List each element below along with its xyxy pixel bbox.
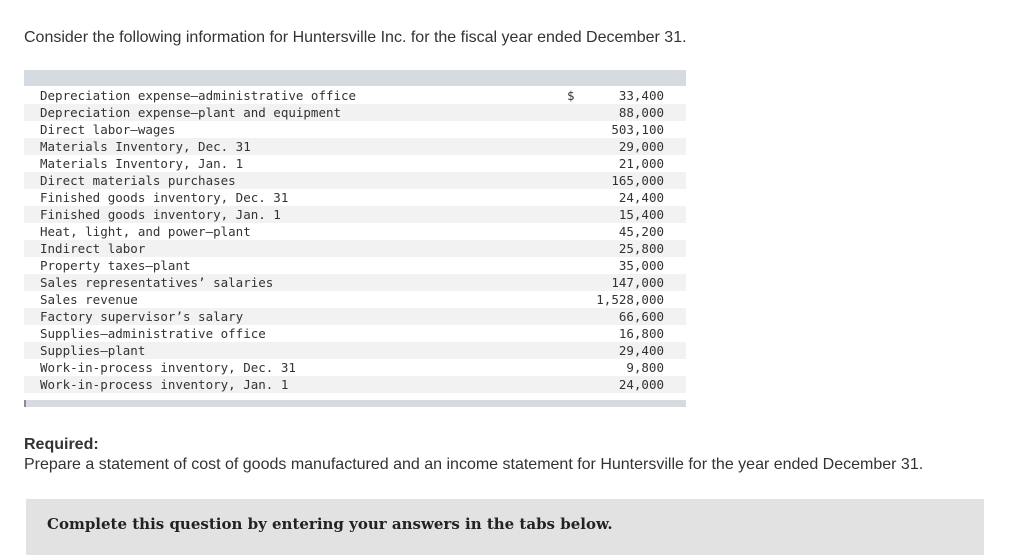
table-row	[24, 189, 686, 206]
row-amount: 24,400	[618, 190, 664, 205]
instruction-box	[26, 499, 984, 555]
row-label: Sales revenue	[40, 292, 138, 307]
row-label: Work-in-process inventory, Jan. 1	[40, 377, 289, 392]
question-intro: Consider the following information for Huntersville Inc. for the fiscal year ended December 31.	[24, 29, 687, 46]
table-row	[24, 359, 686, 376]
table-row	[24, 240, 686, 257]
table-row	[24, 308, 686, 325]
table-body	[24, 87, 686, 393]
instruction-text: Complete this question by entering your answers in the tabs below.	[47, 515, 613, 533]
row-amount: 66,600	[618, 309, 664, 324]
row-label: Depreciation expense—administrative office	[40, 88, 357, 103]
table-row	[24, 87, 686, 104]
table-row	[24, 121, 686, 138]
table-footer-bar	[24, 400, 686, 407]
currency-symbol: $	[567, 88, 575, 103]
row-amount: 88,000	[618, 105, 664, 120]
row-amount: 147,000	[611, 275, 664, 290]
row-amount: 33,400	[618, 88, 664, 103]
row-amount: 16,800	[618, 326, 664, 341]
row-label: Direct labor—wages	[40, 122, 176, 137]
row-label: Work-in-process inventory, Dec. 31	[40, 360, 296, 375]
table-row	[24, 291, 686, 308]
row-amount: 25,800	[618, 241, 664, 256]
table-row	[24, 274, 686, 291]
table-row	[24, 325, 686, 342]
table-row	[24, 376, 686, 393]
table-header-bar	[24, 70, 686, 86]
row-label: Supplies—administrative office	[40, 326, 266, 341]
row-label: Property taxes—plant	[40, 258, 191, 273]
row-amount: 29,000	[618, 139, 664, 154]
required-heading: Required:	[24, 436, 99, 453]
row-label: Supplies—plant	[40, 343, 146, 358]
row-label: Finished goods inventory, Jan. 1	[40, 207, 281, 222]
required-text: Prepare a statement of cost of goods manufactured and an income statement for Huntersville for the year ended December 31.	[24, 456, 924, 473]
table-row	[24, 172, 686, 189]
row-label: Depreciation expense—plant and equipment	[40, 105, 342, 120]
table-row	[24, 342, 686, 359]
row-amount: 15,400	[618, 207, 664, 222]
row-amount: 503,100	[611, 122, 664, 137]
row-amount: 35,000	[618, 258, 664, 273]
row-label: Sales representatives’ salaries	[40, 275, 274, 290]
row-label: Materials Inventory, Dec. 31	[40, 139, 251, 154]
table-row	[24, 155, 686, 172]
row-amount: 1,528,000	[596, 292, 664, 307]
row-amount: 165,000	[611, 173, 664, 188]
row-amount: 29,400	[618, 343, 664, 358]
table-row	[24, 206, 686, 223]
row-amount: 9,800	[626, 360, 664, 375]
table-row	[24, 138, 686, 155]
data-table	[24, 70, 686, 408]
table-row	[24, 223, 686, 240]
row-label: Heat, light, and power—plant	[40, 224, 251, 239]
row-label: Factory supervisor’s salary	[40, 309, 244, 324]
row-amount: 24,000	[618, 377, 664, 392]
row-label: Direct materials purchases	[40, 173, 236, 188]
row-amount: 21,000	[618, 156, 664, 171]
table-row	[24, 104, 686, 121]
row-label: Materials Inventory, Jan. 1	[40, 156, 244, 171]
row-label: Finished goods inventory, Dec. 31	[40, 190, 289, 205]
table-row	[24, 257, 686, 274]
row-amount: 45,200	[618, 224, 664, 239]
row-label: Indirect labor	[40, 241, 146, 256]
